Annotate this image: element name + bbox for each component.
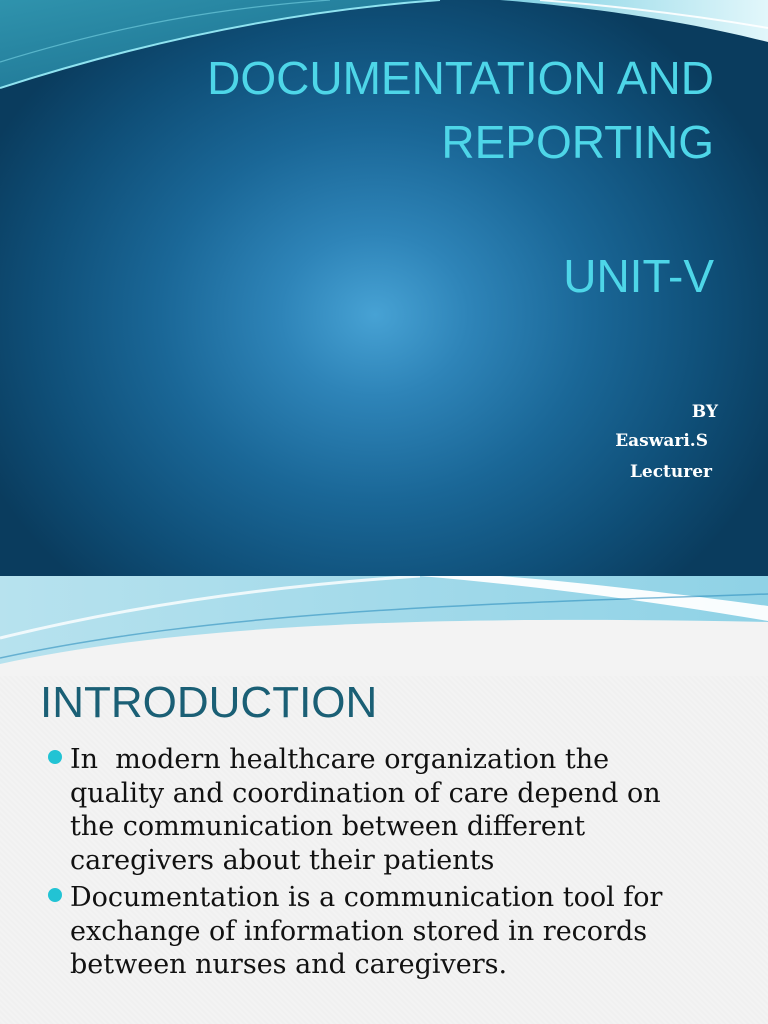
slide-title-line-1: DOCUMENTATION AND (207, 52, 714, 104)
by-label: BY (691, 402, 718, 422)
top-wave-decoration (0, 576, 768, 676)
author-name: Easwari.S (615, 431, 708, 451)
bullet-text-line: exchange of information stored in records (70, 915, 648, 947)
slide-title-line-2: REPORTING (441, 116, 714, 168)
bullet-text-line: quality and coordination of care depend on (70, 777, 661, 809)
bullet-item (70, 743, 662, 877)
bullet-dot-icon (48, 888, 62, 902)
bullet-text-line: caregivers about their patients (70, 844, 495, 876)
introduction-slide (0, 576, 768, 1024)
bullet-list (70, 743, 662, 982)
bullet-text-line: Documentation is a communication tool for (70, 882, 663, 913)
bullet-item (70, 881, 662, 982)
slide-heading: INTRODUCTION (40, 678, 378, 727)
bullet-text-line: the communication between different (70, 811, 586, 842)
bullet-text-line: In modern healthcare organization the (70, 744, 610, 775)
bullet-dot-icon (48, 750, 62, 764)
slide-unit-label: UNIT-V (563, 250, 714, 302)
bullet-text-line: between nurses and caregivers. (70, 949, 508, 980)
author-role: Lecturer (629, 462, 712, 482)
